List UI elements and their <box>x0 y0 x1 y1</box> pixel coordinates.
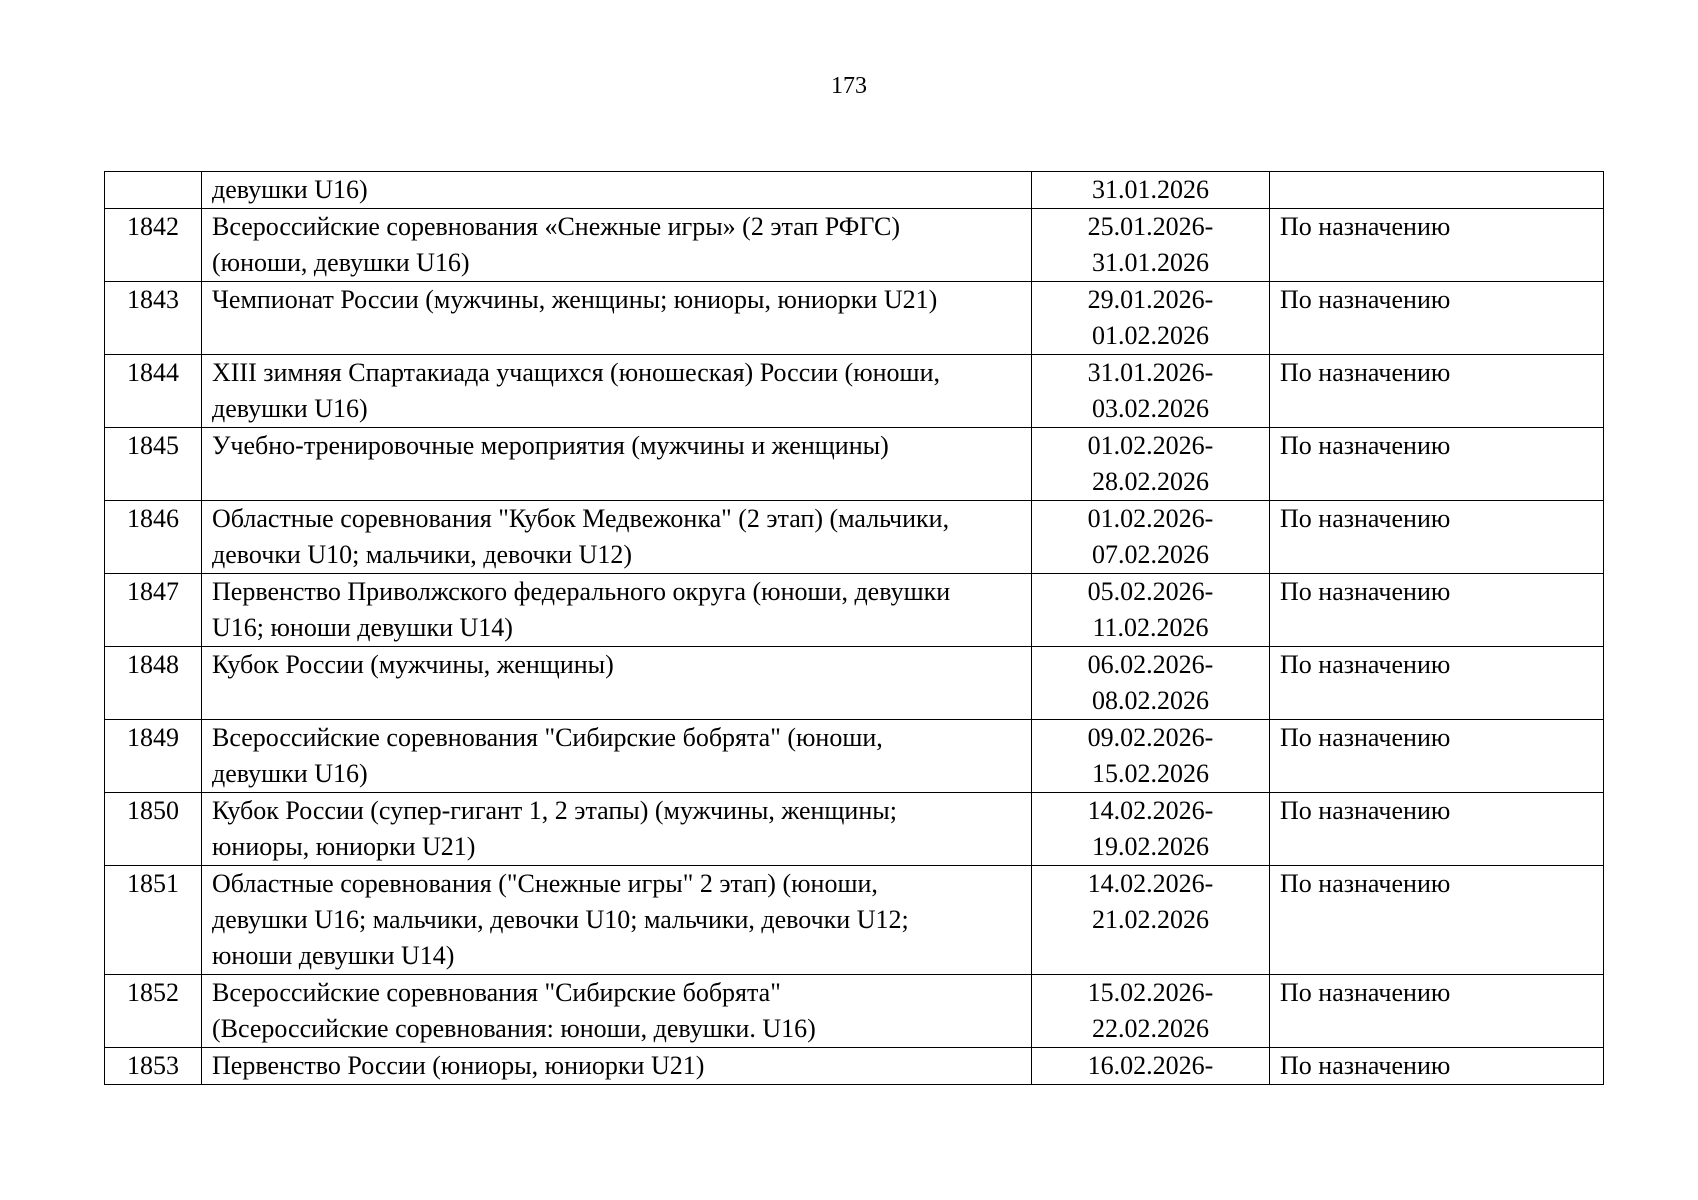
event-name <box>202 975 1032 1048</box>
event-place: По назначению <box>1270 501 1604 574</box>
event-place: По назначению <box>1270 793 1604 866</box>
event-date-line: 21.02.2026 <box>1092 905 1209 934</box>
event-date-line: 16.02.2026- <box>1087 1051 1214 1080</box>
row-number <box>105 172 202 209</box>
table-row <box>105 866 1604 975</box>
event-date-line: 22.02.2026 <box>1092 1014 1209 1043</box>
event-date-line: 11.02.2026 <box>1092 613 1209 642</box>
row-number: 1844 <box>105 355 202 428</box>
event-name-line: Учебно-тренировочные мероприятия (мужчины и женщины) <box>212 431 889 460</box>
event-place <box>1270 172 1604 209</box>
page-number: 173 <box>831 73 867 99</box>
table-row <box>105 172 1604 209</box>
event-place: По назначению <box>1270 866 1604 975</box>
event-dates <box>1032 647 1270 720</box>
event-place: По назначению <box>1270 355 1604 428</box>
row-number: 1847 <box>105 574 202 647</box>
event-place: По назначению <box>1270 282 1604 355</box>
event-place: По назначению <box>1270 209 1604 282</box>
event-date-line: 01.02.2026- <box>1087 504 1214 533</box>
event-dates <box>1032 793 1270 866</box>
event-date-line: 08.02.2026 <box>1092 686 1209 715</box>
row-number: 1851 <box>105 866 202 975</box>
event-date-line: 14.02.2026- <box>1087 796 1214 825</box>
event-dates <box>1032 1048 1270 1085</box>
event-name <box>202 1048 1032 1085</box>
event-date-line: 09.02.2026- <box>1087 723 1214 752</box>
event-name <box>202 720 1032 793</box>
event-name-line: U16; юноши девушки U14) <box>212 613 513 642</box>
event-place: По назначению <box>1270 428 1604 501</box>
event-place: По назначению <box>1270 647 1604 720</box>
row-number: 1849 <box>105 720 202 793</box>
event-dates <box>1032 501 1270 574</box>
table-row <box>105 428 1604 501</box>
event-date-line: 14.02.2026- <box>1087 869 1214 898</box>
table-row <box>105 720 1604 793</box>
event-name <box>202 501 1032 574</box>
event-dates <box>1032 975 1270 1048</box>
table-row <box>105 975 1604 1048</box>
event-name <box>202 647 1032 720</box>
table-row <box>105 574 1604 647</box>
event-name-line: Кубок России (мужчины, женщины) <box>212 650 614 679</box>
event-dates <box>1032 282 1270 355</box>
table-row <box>105 501 1604 574</box>
event-date-line: 06.02.2026- <box>1087 650 1214 679</box>
row-number: 1848 <box>105 647 202 720</box>
event-dates <box>1032 428 1270 501</box>
event-name-line: Всероссийские соревнования "Сибирские бобрята" (юноши, <box>212 723 883 752</box>
event-name-line: XIII зимняя Спартакиада учащихся (юношеская) России (юноши, <box>212 358 940 387</box>
event-name-line: юноши девушки U14) <box>212 941 455 970</box>
event-name <box>202 866 1032 975</box>
event-name-line: (Всероссийские соревнования: юноши, девушки. U16) <box>212 1014 816 1043</box>
event-dates <box>1032 355 1270 428</box>
event-name-line: Всероссийские соревнования «Снежные игры» (2 этап РФГС) <box>212 212 901 241</box>
event-dates <box>1032 720 1270 793</box>
row-number: 1843 <box>105 282 202 355</box>
row-number: 1852 <box>105 975 202 1048</box>
event-name-line: Областные соревнования "Кубок Медвежонка" (2 этап) (мальчики, <box>212 504 950 533</box>
event-place: По назначению <box>1270 720 1604 793</box>
table-row <box>105 647 1604 720</box>
event-dates <box>1032 209 1270 282</box>
row-number: 1850 <box>105 793 202 866</box>
event-name-line: юниоры, юниорки U21) <box>212 832 476 861</box>
event-date-line: 31.01.2026 <box>1092 175 1209 204</box>
event-date-line: 25.01.2026- <box>1087 212 1214 241</box>
event-name-line: девушки U16) <box>212 759 368 788</box>
event-place: По назначению <box>1270 975 1604 1048</box>
event-name <box>202 172 1032 209</box>
event-dates <box>1032 574 1270 647</box>
event-date-line: 15.02.2026 <box>1092 759 1209 788</box>
event-date-line: 01.02.2026 <box>1092 321 1209 350</box>
table-row <box>105 1048 1604 1085</box>
event-date-line: 01.02.2026- <box>1087 431 1214 460</box>
table-row <box>105 282 1604 355</box>
row-number: 1842 <box>105 209 202 282</box>
event-name-line: девушки U16) <box>212 394 368 423</box>
event-date-line: 15.02.2026- <box>1087 978 1214 1007</box>
row-number: 1846 <box>105 501 202 574</box>
event-date-line: 03.02.2026 <box>1092 394 1209 423</box>
event-name <box>202 793 1032 866</box>
event-name-line: Первенство России (юниоры, юниорки U21) <box>212 1051 705 1080</box>
table-row <box>105 209 1604 282</box>
event-name-line: Всероссийские соревнования "Сибирские бобрята" <box>212 978 781 1007</box>
event-place: По назначению <box>1270 1048 1604 1085</box>
events-table <box>104 171 1604 1085</box>
row-number: 1853 <box>105 1048 202 1085</box>
event-date-line: 19.02.2026 <box>1092 832 1209 861</box>
event-date-line: 31.01.2026- <box>1087 358 1214 387</box>
event-name-line: (юноши, девушки U16) <box>212 248 470 277</box>
event-date-line: 05.02.2026- <box>1087 577 1214 606</box>
event-date-line: 28.02.2026 <box>1092 467 1209 496</box>
table-row <box>105 793 1604 866</box>
event-name-line: девушки U16; мальчики, девочки U10; мальчики, девочки U12; <box>212 905 909 934</box>
event-name <box>202 282 1032 355</box>
events-table-body <box>105 172 1604 1085</box>
event-name <box>202 574 1032 647</box>
event-name <box>202 428 1032 501</box>
event-date-line: 29.01.2026- <box>1087 285 1214 314</box>
event-date-line: 07.02.2026 <box>1092 540 1209 569</box>
event-place: По назначению <box>1270 574 1604 647</box>
event-name-line: Первенство Приволжского федерального округа (юноши, девушки <box>212 577 951 606</box>
event-name-line: девушки U16) <box>212 175 368 204</box>
event-dates <box>1032 172 1270 209</box>
event-name-line: Кубок России (супер-гигант 1, 2 этапы) (мужчины, женщины; <box>212 796 897 825</box>
event-name <box>202 355 1032 428</box>
event-date-line: 31.01.2026 <box>1092 248 1209 277</box>
event-dates <box>1032 866 1270 975</box>
event-name <box>202 209 1032 282</box>
event-name-line: Областные соревнования ("Снежные игры" 2 этап) (юноши, <box>212 869 878 898</box>
table-row <box>105 355 1604 428</box>
event-name-line: Чемпионат России (мужчины, женщины; юниоры, юниорки U21) <box>212 285 938 314</box>
row-number: 1845 <box>105 428 202 501</box>
event-name-line: девочки U10; мальчики, девочки U12) <box>212 540 632 569</box>
